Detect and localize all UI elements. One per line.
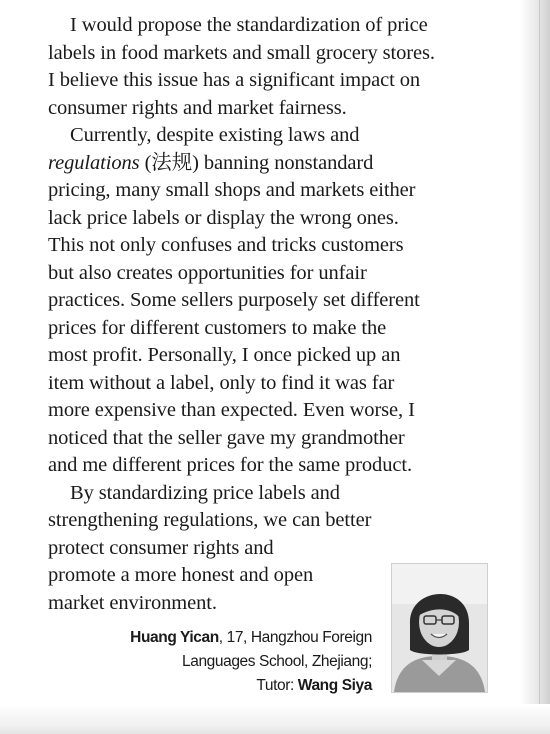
letter-line: protect consumer rights and [48, 536, 274, 559]
letter-line: item without a label, only to find it was far [48, 371, 395, 394]
letter-line: By standardizing price labels and [70, 481, 340, 504]
letter-line: Currently, despite existing laws and [70, 124, 360, 146]
author-line [130, 626, 372, 650]
author-portrait-illustration [392, 564, 487, 692]
letter-line: This not only confuses and tricks customers [48, 234, 404, 256]
author-signature [130, 626, 372, 698]
italic-term: regulations [48, 151, 140, 174]
tutor-name: Wang Siya [297, 677, 372, 694]
page-bottom-shadow [0, 704, 550, 734]
author-details: , 17, Hangzhou Foreign [218, 629, 372, 646]
letter-line: most profit. Personally, I once picked up an [48, 344, 401, 366]
tutor-label: Tutor: [256, 677, 298, 694]
letter-line: promote a more honest and open [48, 564, 314, 586]
letter-line: labels in food markets and small grocery stores. [48, 41, 435, 64]
letter-line: pricing, many small shops and markets either [48, 179, 416, 201]
page-fold-shadow [520, 0, 550, 734]
letter-body [48, 12, 508, 617]
letter-line: consumer rights and market fairness. [48, 96, 347, 119]
author-name: Huang Yican [130, 629, 219, 646]
letter-line-rest: (法规) banning nonstandard [144, 151, 374, 174]
letter-line: noticed that the seller gave my grandmother [48, 426, 405, 449]
letter-line: more expensive than expected. Even worse, I [48, 399, 415, 421]
letter-line: I believe this issue has a significant impact on [48, 69, 421, 91]
letter-line: but also creates opportunities for unfair [48, 261, 367, 284]
tutor-line [130, 674, 372, 698]
letter-line: and me different prices for the same product. [48, 454, 412, 476]
letter-line: strengthening regulations, we can better [48, 509, 372, 531]
page-edge [539, 0, 540, 734]
letter-line: market environment. [48, 591, 217, 614]
letter-line: I would propose the standardization of price [70, 14, 428, 36]
letter-line: practices. Some sellers purposely set different [48, 289, 420, 311]
author-photo [391, 563, 488, 693]
letter-line-regulations [48, 150, 508, 178]
letter-line: prices for different customers to make the [48, 316, 387, 339]
letter-line: lack price labels or display the wrong ones. [48, 206, 399, 229]
school-line: Languages School, Zhejiang; [182, 653, 372, 670]
